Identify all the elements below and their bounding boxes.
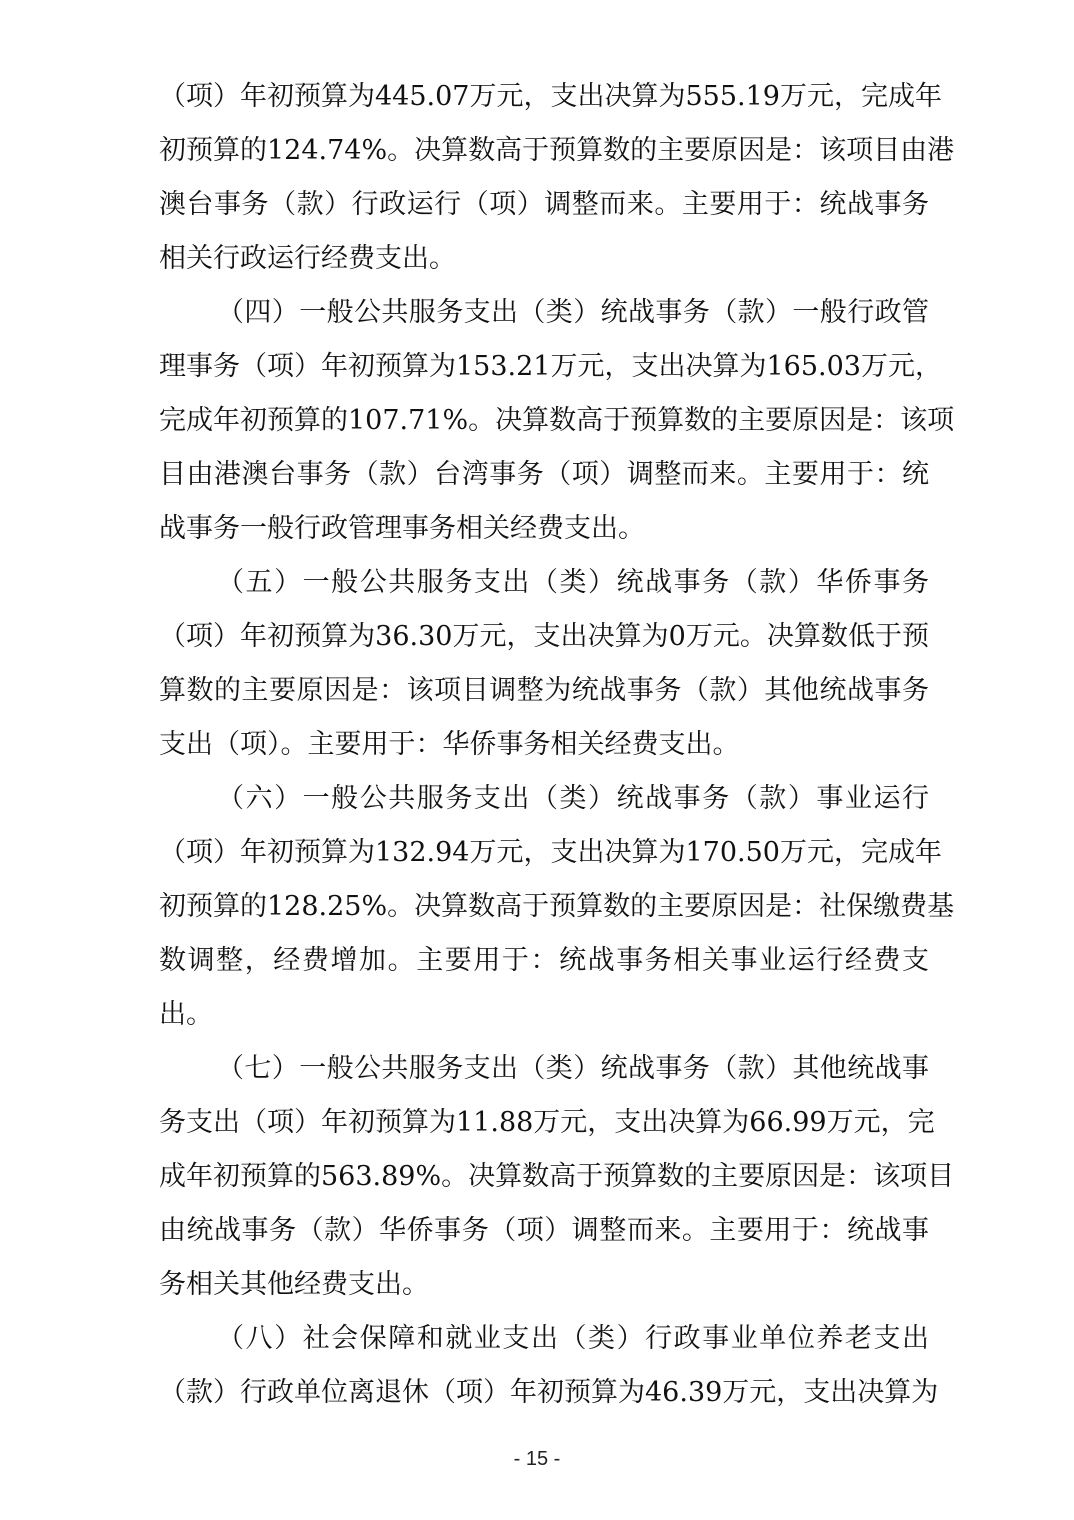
- text-line: 由统战事务（款）华侨事务（项）调整而来。主要用于：统战事: [159, 1215, 929, 1246]
- text-line: 初预算的124.74%。决算数高于预算数的主要原因是：该项目由港: [159, 135, 955, 166]
- text-line: （项）年初预算为36.30万元，支出决算为0万元。决算数低于预: [159, 621, 929, 652]
- text-line: 相关行政运行经费支出。: [159, 243, 456, 274]
- text-line: 战事务一般行政管理事务相关经费支出。: [159, 513, 645, 544]
- text-line: 数调整，经费增加。主要用于：统战事务相关事业运行经费支: [159, 945, 929, 976]
- paragraph-5: [159, 556, 929, 772]
- paragraph-4: [159, 286, 955, 556]
- text-line: 理事务（项）年初预算为153.21万元，支出决算为165.03万元，: [159, 351, 942, 382]
- page-number: - 15 -: [513, 1448, 561, 1470]
- text-line: （六）一般公共服务支出（类）统战事务（款）事业运行: [217, 783, 929, 814]
- paragraph-7: [159, 1042, 955, 1312]
- paragraph-8: [159, 1312, 939, 1420]
- text-line: 出。: [159, 999, 213, 1030]
- paragraph-3-continued: [159, 70, 955, 286]
- text-line: 初预算的128.25%。决算数高于预算数的主要原因是：社保缴费基: [159, 891, 955, 922]
- paragraph-6: [159, 772, 955, 1042]
- text-line: 务相关其他经费支出。: [159, 1269, 429, 1300]
- text-line: 成年初预算的563.89%。决算数高于预算数的主要原因是：该项目: [159, 1161, 955, 1192]
- text-line: 完成年初预算的107.71%。决算数高于预算数的主要原因是：该项: [159, 405, 955, 436]
- document-body: [159, 70, 955, 1420]
- text-line: 务支出（项）年初预算为11.88万元，支出决算为66.99万元，完: [159, 1107, 935, 1138]
- text-line: （五）一般公共服务支出（类）统战事务（款）华侨事务: [217, 567, 929, 598]
- text-line: （四）一般公共服务支出（类）统战事务（款）一般行政管: [217, 297, 929, 328]
- text-line: （八）社会保障和就业支出（类）行政事业单位养老支出: [217, 1323, 929, 1354]
- text-line: （项）年初预算为132.94万元，支出决算为170.50万元，完成年: [159, 837, 942, 868]
- text-line: （项）年初预算为445.07万元，支出决算为555.19万元，完成年: [159, 81, 942, 112]
- text-line: 支出（项）。主要用于：华侨事务相关经费支出。: [159, 729, 740, 760]
- text-line: 澳台事务（款）行政运行（项）调整而来。主要用于：统战事务: [159, 189, 929, 220]
- text-line: （款）行政单位离退休（项）年初预算为46.39万元，支出决算为: [159, 1377, 939, 1408]
- text-line: 目由港澳台事务（款）台湾事务（项）调整而来。主要用于：统: [159, 459, 929, 490]
- text-line: （七）一般公共服务支出（类）统战事务（款）其他统战事: [217, 1053, 929, 1084]
- text-line: 算数的主要原因是：该项目调整为统战事务（款）其他统战事务: [159, 675, 929, 706]
